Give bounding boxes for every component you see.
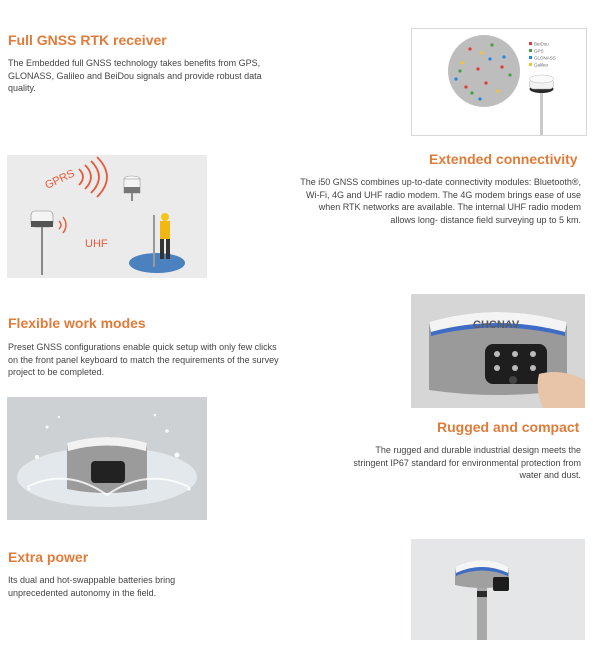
keypad-image — [411, 294, 585, 408]
legend-galileo: Galileo — [534, 62, 549, 68]
text-flexible-work-modes: Preset GNSS configurations enable quick setup with only few clicks on the front panel keyboard to match the requirements of the survey project to be completed. — [8, 342, 279, 377]
heading-extended-connectivity: Extended connectivity — [429, 151, 578, 167]
skyplot-image — [411, 28, 587, 136]
legend-glonass: GLONASS — [534, 55, 556, 61]
heading-full-gnss: Full GNSS RTK receiver — [8, 32, 167, 48]
text-full-gnss: The Embedded full GNSS technology takes benefits from GPS, GLONASS, Galileo and BeiDou signals and provide robust data quality. — [8, 58, 262, 93]
gprs-label: GPRS — [43, 167, 77, 192]
text-rugged-and-compact: The rugged and durable industrial design meets the stringent IP67 standard for environmental protection from water and dust. — [353, 445, 581, 480]
heading-extra-power: Extra power — [8, 549, 89, 565]
legend-gps: GPS — [534, 48, 544, 54]
skyplot-legend — [529, 42, 556, 68]
water-splash-image — [7, 397, 207, 520]
text-extended-connectivity: The i50 GNSS combines up-to-date connectivity modules: Bluetooth®, Wi-Fi, 4G and UHF radio modem. The 4G modem brings ease of use when RTK networks are available. The internal UHF radio modem allows long- distance field surveying up to 5 km. — [300, 177, 581, 225]
brand-label: CHCNAV — [473, 319, 520, 331]
legend-beidou: BeiDou — [534, 41, 549, 47]
connectivity-image — [7, 155, 207, 278]
text-extra-power: Its dual and hot-swappable batteries bring unprecedented autonomy in the field. — [8, 575, 176, 598]
heading-flexible-work-modes: Flexible work modes — [8, 315, 146, 331]
receiver-pole-image — [411, 539, 585, 640]
heading-rugged-and-compact: Rugged and compact — [437, 419, 580, 435]
uhf-label: UHF — [85, 238, 108, 250]
